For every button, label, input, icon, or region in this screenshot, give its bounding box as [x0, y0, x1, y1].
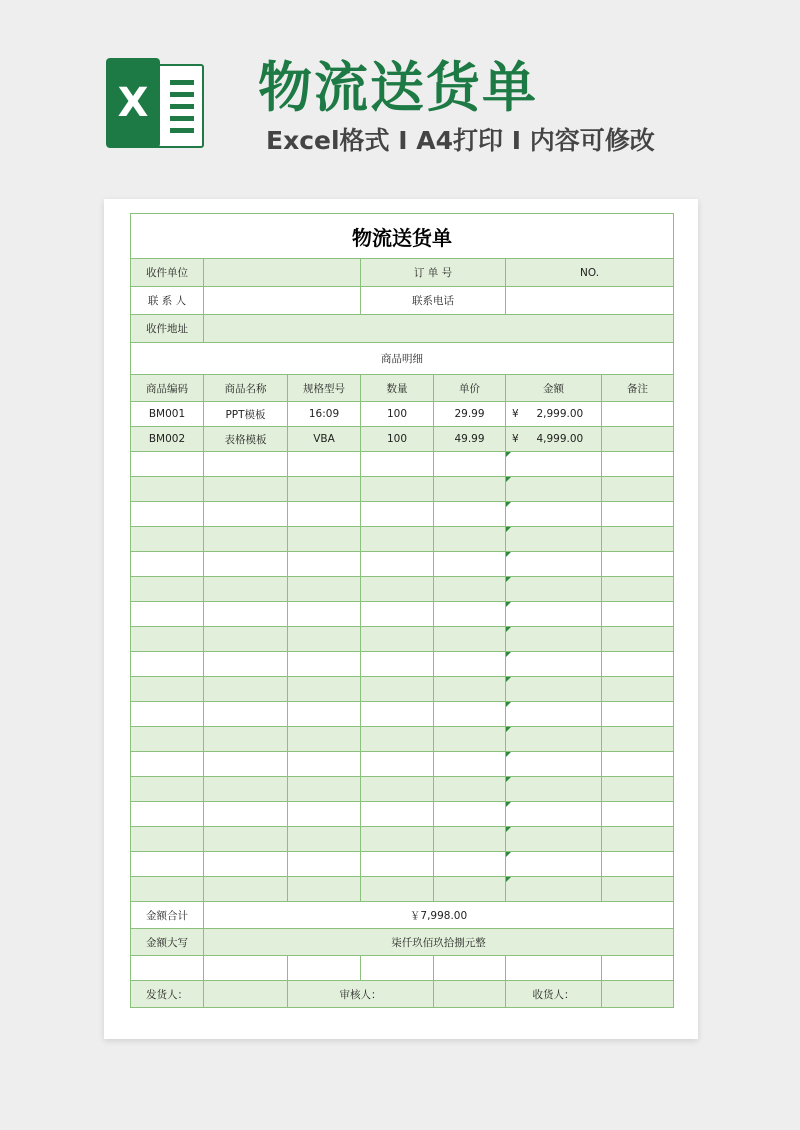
item-name[interactable] [204, 577, 288, 602]
reviewer-label: 审核人： [288, 981, 434, 1008]
item-price[interactable] [434, 752, 506, 777]
item-amount[interactable] [506, 602, 602, 627]
delivery-form-table [130, 213, 674, 1008]
item-price[interactable] [434, 777, 506, 802]
item-note[interactable] [602, 727, 674, 752]
item-price[interactable] [434, 502, 506, 527]
item-note[interactable] [602, 777, 674, 802]
item-name[interactable] [204, 677, 288, 702]
item-qty[interactable]: 100 [361, 427, 434, 452]
item-price[interactable] [434, 827, 506, 852]
spreadsheet-page [104, 199, 698, 1039]
currency-symbol: ¥ [512, 408, 519, 420]
item-qty[interactable] [361, 602, 434, 627]
item-code[interactable] [131, 777, 204, 802]
shipper-input[interactable] [204, 981, 288, 1008]
item-spec[interactable] [288, 577, 361, 602]
receiver-unit-label: 收件单位 [131, 259, 204, 287]
item-spec[interactable] [288, 802, 361, 827]
item-code[interactable] [131, 577, 204, 602]
item-qty[interactable]: 100 [361, 402, 434, 427]
item-amount[interactable] [506, 677, 602, 702]
item-qty[interactable] [361, 702, 434, 727]
item-code[interactable] [131, 852, 204, 877]
item-qty[interactable] [361, 802, 434, 827]
table-row [131, 502, 674, 527]
contact-input[interactable] [204, 287, 361, 315]
item-amount[interactable] [506, 652, 602, 677]
item-amount[interactable] [506, 627, 602, 652]
item-note[interactable] [602, 802, 674, 827]
table-row [131, 677, 674, 702]
column-header-row [131, 375, 674, 402]
item-code[interactable] [131, 877, 204, 902]
item-note[interactable] [602, 877, 674, 902]
item-name[interactable] [204, 477, 288, 502]
item-qty[interactable] [361, 877, 434, 902]
table-row [131, 702, 674, 727]
header-banner [0, 0, 800, 200]
item-price[interactable] [434, 652, 506, 677]
item-note[interactable] [602, 577, 674, 602]
item-name[interactable] [204, 827, 288, 852]
item-price[interactable] [434, 727, 506, 752]
order-no-label: 订 单 号 [361, 259, 506, 287]
item-name[interactable] [204, 752, 288, 777]
item-price[interactable] [434, 602, 506, 627]
table-row [131, 602, 674, 627]
item-code[interactable] [131, 527, 204, 552]
item-amount[interactable] [506, 427, 602, 452]
item-amount[interactable] [506, 777, 602, 802]
contact-label: 联 系 人 [131, 287, 204, 315]
item-code[interactable] [131, 602, 204, 627]
item-qty[interactable] [361, 727, 434, 752]
item-amount[interactable] [506, 502, 602, 527]
item-code[interactable] [131, 477, 204, 502]
total-upper-value: 柒仟玖佰玖拾捌元整 [204, 929, 674, 956]
table-row [131, 627, 674, 652]
item-note[interactable] [602, 677, 674, 702]
item-spec[interactable]: 16:09 [288, 402, 361, 427]
item-name[interactable] [204, 527, 288, 552]
blank-cell[interactable] [131, 956, 204, 981]
consignee-input[interactable] [602, 981, 674, 1008]
table-row [131, 427, 674, 452]
item-amount[interactable] [506, 852, 602, 877]
item-price[interactable] [434, 577, 506, 602]
item-amount[interactable] [506, 877, 602, 902]
column-header: 商品编码 [131, 375, 204, 402]
reviewer-input[interactable] [434, 981, 506, 1008]
table-row [131, 402, 674, 427]
item-note[interactable] [602, 652, 674, 677]
item-price[interactable] [434, 552, 506, 577]
banner-title: 物流送货单 [258, 56, 538, 119]
item-note[interactable] [602, 552, 674, 577]
item-amount-value: 2,999.00 [536, 408, 584, 420]
item-qty[interactable] [361, 577, 434, 602]
total-value: ￥7,998.00 [204, 902, 674, 929]
item-spec[interactable] [288, 552, 361, 577]
item-amount[interactable] [506, 802, 602, 827]
section-heading: 商品明细 [131, 343, 674, 375]
item-price[interactable] [434, 677, 506, 702]
item-note[interactable] [602, 477, 674, 502]
form-title: 物流送货单 [131, 214, 674, 259]
item-note[interactable] [602, 427, 674, 452]
column-header: 商品名称 [204, 375, 288, 402]
item-name[interactable] [204, 702, 288, 727]
item-qty[interactable] [361, 852, 434, 877]
item-amount[interactable] [506, 527, 602, 552]
table-row [131, 552, 674, 577]
item-code[interactable]: BM002 [131, 427, 204, 452]
item-price[interactable] [434, 527, 506, 552]
blank-cell[interactable] [204, 956, 288, 981]
shipper-label: 发货人： [131, 981, 204, 1008]
item-qty[interactable] [361, 502, 434, 527]
item-amount[interactable] [506, 727, 602, 752]
table-row [131, 652, 674, 677]
item-spec[interactable] [288, 602, 361, 627]
table-row [131, 577, 674, 602]
item-code[interactable] [131, 552, 204, 577]
blank-cell[interactable] [361, 956, 434, 981]
item-note[interactable] [602, 402, 674, 427]
table-row [131, 852, 674, 877]
item-code[interactable] [131, 502, 204, 527]
item-amount[interactable] [506, 827, 602, 852]
column-header: 备注 [602, 375, 674, 402]
table-row [131, 452, 674, 477]
item-qty[interactable] [361, 477, 434, 502]
item-note[interactable] [602, 602, 674, 627]
item-spec[interactable] [288, 627, 361, 652]
item-spec[interactable] [288, 677, 361, 702]
column-header: 规格型号 [288, 375, 361, 402]
item-price[interactable] [434, 802, 506, 827]
item-code[interactable] [131, 677, 204, 702]
banner-subtitle: Excel格式 I A4打印 I 内容可修改 [266, 126, 655, 155]
currency-symbol: ¥ [512, 433, 519, 445]
item-amount[interactable] [506, 577, 602, 602]
item-qty[interactable] [361, 752, 434, 777]
order-no-input[interactable]: NO. [506, 259, 674, 287]
table-row [131, 802, 674, 827]
table-row [131, 727, 674, 752]
item-note[interactable] [602, 752, 674, 777]
item-name[interactable] [204, 452, 288, 477]
item-name[interactable] [204, 552, 288, 577]
table-row [131, 827, 674, 852]
total-label: 金额合计 [131, 902, 204, 929]
blank-cell[interactable] [288, 956, 361, 981]
item-spec[interactable] [288, 827, 361, 852]
item-note[interactable] [602, 627, 674, 652]
item-spec[interactable] [288, 727, 361, 752]
item-qty[interactable] [361, 527, 434, 552]
item-price[interactable] [434, 477, 506, 502]
address-input[interactable] [204, 315, 674, 343]
item-spec[interactable] [288, 477, 361, 502]
item-spec[interactable]: VBA [288, 427, 361, 452]
blank-cell[interactable] [434, 956, 506, 981]
item-price[interactable] [434, 877, 506, 902]
address-label: 收件地址 [131, 315, 204, 343]
item-qty[interactable] [361, 777, 434, 802]
table-row [131, 777, 674, 802]
phone-label: 联系电话 [361, 287, 506, 315]
item-qty[interactable] [361, 827, 434, 852]
item-name[interactable] [204, 652, 288, 677]
table-row [131, 477, 674, 502]
item-name[interactable]: 表格模板 [204, 427, 288, 452]
excel-logo-icon: X [104, 58, 204, 148]
item-code[interactable] [131, 727, 204, 752]
item-spec[interactable] [288, 502, 361, 527]
item-code[interactable] [131, 702, 204, 727]
item-name[interactable] [204, 727, 288, 752]
item-amount-value: 4,999.00 [536, 433, 584, 445]
total-upper-label: 金额大写 [131, 929, 204, 956]
item-qty[interactable] [361, 677, 434, 702]
item-amount[interactable] [506, 552, 602, 577]
blank-cell[interactable] [506, 956, 602, 981]
item-price[interactable] [434, 702, 506, 727]
item-qty[interactable] [361, 452, 434, 477]
blank-cell[interactable] [602, 956, 674, 981]
item-qty[interactable] [361, 652, 434, 677]
item-price[interactable] [434, 627, 506, 652]
item-code[interactable] [131, 452, 204, 477]
table-row [131, 527, 674, 552]
item-note[interactable] [602, 852, 674, 877]
phone-input[interactable] [506, 287, 674, 315]
item-name[interactable] [204, 877, 288, 902]
item-note[interactable] [602, 452, 674, 477]
item-code[interactable]: BM001 [131, 402, 204, 427]
item-note[interactable] [602, 502, 674, 527]
receiver-unit-input[interactable] [204, 259, 361, 287]
item-spec[interactable] [288, 527, 361, 552]
table-row [131, 877, 674, 902]
item-price[interactable]: 49.99 [434, 427, 506, 452]
item-note[interactable] [602, 702, 674, 727]
item-name[interactable] [204, 777, 288, 802]
item-amount[interactable] [506, 477, 602, 502]
item-code[interactable] [131, 652, 204, 677]
item-qty[interactable] [361, 552, 434, 577]
item-name[interactable] [204, 802, 288, 827]
table-row [131, 752, 674, 777]
column-header: 数量 [361, 375, 434, 402]
column-header: 单价 [434, 375, 506, 402]
item-spec[interactable] [288, 777, 361, 802]
item-code[interactable] [131, 627, 204, 652]
item-note[interactable] [602, 527, 674, 552]
item-note[interactable] [602, 827, 674, 852]
item-spec[interactable] [288, 702, 361, 727]
item-spec[interactable] [288, 452, 361, 477]
item-amount[interactable] [506, 752, 602, 777]
item-price[interactable] [434, 452, 506, 477]
item-amount[interactable] [506, 402, 602, 427]
item-spec[interactable] [288, 877, 361, 902]
item-name[interactable]: PPT模板 [204, 402, 288, 427]
item-name[interactable] [204, 602, 288, 627]
item-spec[interactable] [288, 852, 361, 877]
item-spec[interactable] [288, 752, 361, 777]
column-header: 金额 [506, 375, 602, 402]
item-spec[interactable] [288, 652, 361, 677]
item-code[interactable] [131, 802, 204, 827]
item-price[interactable] [434, 852, 506, 877]
item-price[interactable]: 29.99 [434, 402, 506, 427]
item-name[interactable] [204, 627, 288, 652]
item-qty[interactable] [361, 627, 434, 652]
item-code[interactable] [131, 827, 204, 852]
item-amount[interactable] [506, 702, 602, 727]
item-name[interactable] [204, 502, 288, 527]
item-code[interactable] [131, 752, 204, 777]
empty-item-rows [131, 452, 674, 902]
item-amount[interactable] [506, 452, 602, 477]
consignee-label: 收货人： [506, 981, 602, 1008]
item-name[interactable] [204, 852, 288, 877]
